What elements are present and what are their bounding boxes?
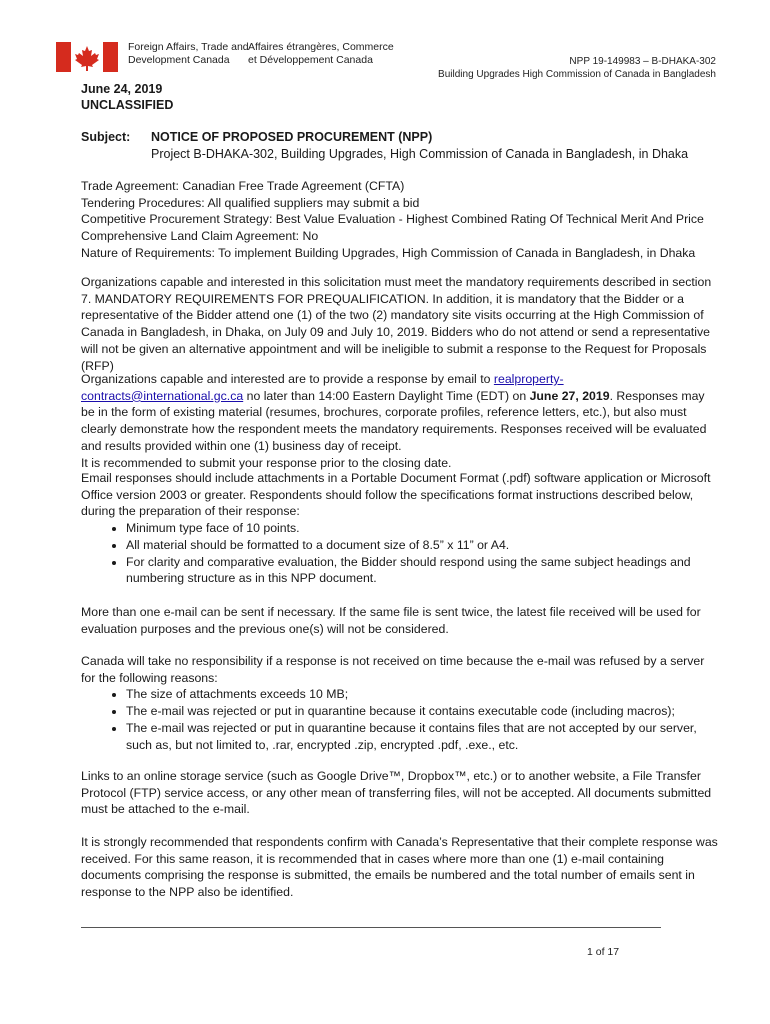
text-segment: Organizations capable and interested are to provide a response by email to [81, 372, 494, 386]
list-item: • The e-mail was rejected or put in quarantine because it contains executable code (including macros); [126, 703, 721, 720]
paragraph-text: Links to an online storage service (such as Google Drive™, Dropbox™, etc.) or to another website, a File Transfer Protocol (FTP) service access, or any other mean of transferring files, will not be accepted. All documents submitted must be attached to the e-mail. [81, 769, 712, 817]
paragraph-text: It is strongly recommended that respondents confirm with Canada’s Representative that their complete response was received. For this same reason, it is recommended that in cases where more than one (1) e-mail containing documents comprising the response is submitted, the emails be numbered and the total number of emails sent in response to the NPP also be identified. [81, 835, 718, 900]
paragraph-text: More than one e-mail can be sent if necessary. If the same file is sent twice, the latest file received will be used for evaluation purposes and the previous one(s) will not be considered. [81, 605, 701, 636]
subject-project: Project B-DHAKA-302, Building Upgrades, High Commission of Canada in Bangladesh, in Dhaka [151, 147, 689, 161]
recommendation-text: It is recommended to submit your response prior to the closing date. [81, 455, 452, 470]
canada-flag-icon [56, 42, 118, 72]
detail-procurement-strategy: Competitive Procurement Strategy: Best Value Evaluation - Highest Combined Rating Of Technical Merit And Price [81, 212, 704, 227]
text-segment: no later than 14:00 Eastern Daylight Time (EDT) on [243, 388, 530, 403]
subject-title: NOTICE OF PROPOSED PROCUREMENT (NPP) [151, 130, 433, 144]
paragraph-format-instructions [81, 470, 721, 587]
detail-land-claim: Comprehensive Land Claim Agreement: No [81, 229, 319, 244]
reference-number: NPP 19-149983 – B-DHAKA-302 [569, 56, 716, 67]
deadline-date: June 27, 2019 [529, 388, 610, 403]
paragraph-text [81, 371, 721, 455]
detail-trade-agreement: Trade Agreement: Canadian Free Trade Agreement (CFTA) [81, 179, 405, 193]
list-item: • The size of attachments exceeds 10 MB; [126, 686, 721, 703]
paragraph-no-responsibility [81, 653, 721, 753]
procurement-details [81, 178, 721, 262]
list-item: • The e-mail was rejected or put in quarantine because it contains files that are not accepted by our server, such as, but not limited to, .rar, encrypted .zip, encrypted .pdf, .exe., etc. [126, 720, 721, 753]
dept-fr-line2: et Développement Canada [248, 53, 373, 66]
detail-tendering-procedures: Tendering Procedures: All qualified suppliers may submit a bid [81, 195, 420, 210]
paragraph-text: Organizations capable and interested in this solicitation must meet the mandatory requirements described in section 7. MANDATORY REQUIREMENTS FOR PREQUALIFICATION. In addition, it is mandatory that the Bidder or a representative of the Bidder attend one (1) of the two (2) mandatory site visits occurring at the High Commission of Canada in Bangladesh, in Dhaka, on July 09 and July 10, 2019. Bidders who do not attend or send a representative will not be given an alternative appointment and will be ineligible to submit a response to the Request for Proposals (RFP) [81, 275, 712, 373]
email-link[interactable]: realproperty-contracts@international.gc.ca [81, 372, 564, 403]
list-item: • All material should be formatted to a document size of 8.5” x 11” or A4. [126, 537, 721, 554]
paragraph-multiple-emails [81, 604, 721, 637]
reference-header [438, 55, 716, 81]
paragraph-mandatory-requirements [81, 274, 721, 374]
dept-fr-line1: Affaires étrangères, Commerce [248, 41, 394, 53]
footer-divider [81, 927, 661, 928]
list-item: • For clarity and comparative evaluation, the Bidder should respond using the same subject headings and numbering structure as in this NPP document. [126, 554, 721, 587]
subject-label: Subject: [81, 130, 131, 144]
paragraph-text: Canada will take no responsibility if a response is not received on time because the e-mail was refused by a server for the following reasons: [81, 654, 705, 685]
paragraph-online-storage [81, 768, 721, 818]
dept-en-line1: Foreign Affairs, Trade and [128, 41, 249, 53]
paragraph-response-submission [81, 371, 721, 471]
department-name-english [128, 41, 249, 66]
reference-project: Building Upgrades High Commission of Canada in Bangladesh [438, 69, 716, 80]
department-name-french [248, 41, 394, 66]
reasons-bullet-list [81, 686, 721, 753]
page-number: 1 of 17 [587, 946, 620, 958]
list-item: • Minimum type face of 10 points. [126, 520, 721, 537]
detail-nature-of-requirements: Nature of Requirements: To implement Building Upgrades, High Commission of Canada in Bangladesh, in Dhaka [81, 245, 696, 260]
dept-en-line2: Development Canada [128, 53, 230, 66]
paragraph-text: Email responses should include attachments in a Portable Document Format (.pdf) software application or Microsoft Office version 2003 or greater. Respondents should follow the specifications format instructions described below, during the preparation of their response: [81, 471, 711, 519]
paragraph-confirm-receipt [81, 834, 721, 901]
format-bullet-list [81, 520, 721, 587]
document-date: June 24, 2019 [81, 82, 163, 96]
classification: UNCLASSIFIED [81, 98, 174, 112]
text-segment: . Responses may be in the form of existing material (resumes, brochures, corporate profiles, reference letters, etc.), but also must clearly demonstrate how the respondent meets the mandatory requirements. Responses received will be evaluated and results provided within one (1) business day of receipt. [81, 388, 707, 453]
